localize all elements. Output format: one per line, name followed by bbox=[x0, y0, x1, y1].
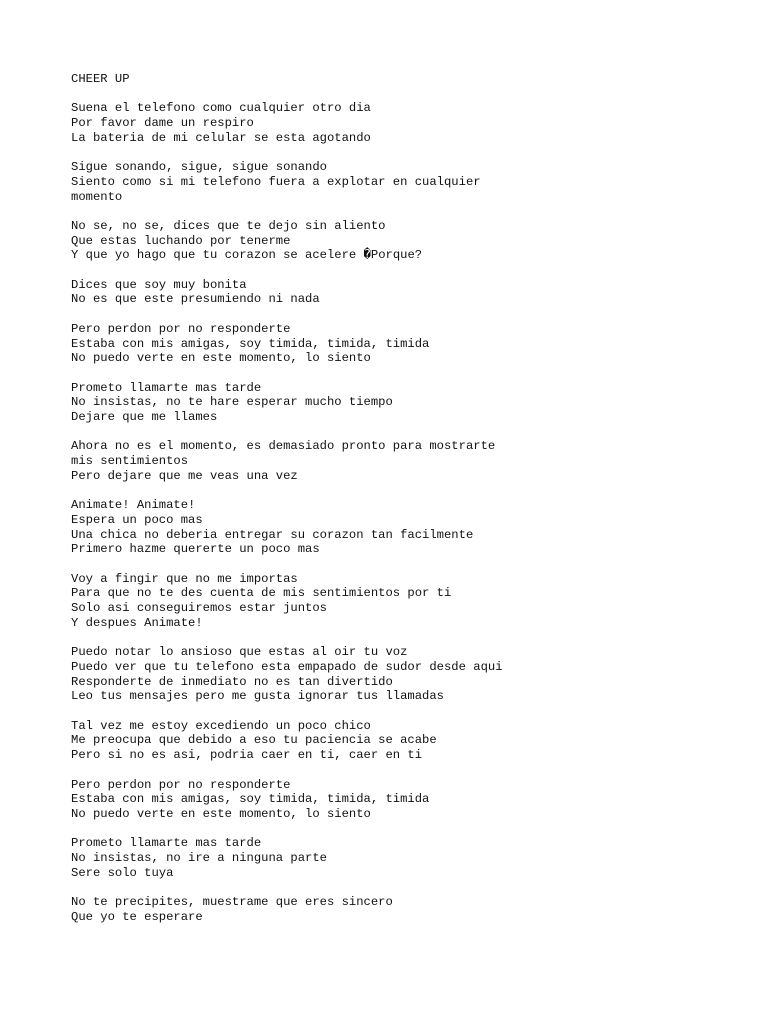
lyric-line: Estaba con mis amigas, soy timida, timida, timida bbox=[71, 792, 430, 807]
lyric-line: Puedo ver que tu telefono esta empapado de sudor desde aqui bbox=[71, 659, 503, 674]
lyric-line: Estaba con mis amigas, soy timida, timida, timida bbox=[71, 336, 430, 351]
lyric-line: No insistas, no ire a ninguna parte bbox=[71, 851, 327, 866]
lyric-line: Sigue sonando, sigue, sigue sonando bbox=[71, 160, 327, 175]
lyric-line: Sere solo tuya bbox=[71, 865, 174, 880]
lyric-line: No es que este presumiendo ni nada bbox=[71, 292, 320, 307]
stanza bbox=[71, 645, 751, 704]
stanza bbox=[71, 381, 751, 425]
lyric-line: Pero perdon por no responderte bbox=[71, 777, 291, 792]
lyric-line: Que yo te esperare bbox=[71, 909, 203, 924]
stanza bbox=[71, 278, 751, 307]
stanza bbox=[71, 101, 751, 145]
lyric-line: Siento como si mi telefono fuera a explotar en cualquier bbox=[71, 174, 481, 189]
lyric-line: No se, no se, dices que te dejo sin aliento bbox=[71, 218, 386, 233]
lyric-line: Dejare que me llames bbox=[71, 410, 218, 425]
lyric-line: Primero hazme quererte un poco mas bbox=[71, 542, 320, 557]
stanza bbox=[71, 895, 751, 924]
lyric-line: Pero dejare que me veas una vez bbox=[71, 468, 298, 483]
lyric-line: Prometo llamarte mas tarde bbox=[71, 836, 262, 851]
lyric-line: Por favor dame un respiro bbox=[71, 116, 254, 131]
stanza bbox=[71, 572, 751, 631]
lyric-line: Puedo notar lo ansioso que estas al oir tu voz bbox=[71, 645, 408, 660]
stanza bbox=[71, 719, 751, 763]
lyric-line: Pero si no es asi, podria caer en ti, caer en ti bbox=[71, 748, 423, 763]
lyric-line: Para que no te des cuenta de mis sentimientos por ti bbox=[71, 586, 452, 601]
stanza-list bbox=[71, 101, 751, 924]
lyric-line: Ahora no es el momento, es demasiado pronto para mostrarte bbox=[71, 439, 496, 454]
stanza bbox=[71, 778, 751, 822]
lyric-line: No te precipites, muestrame que eres sincero bbox=[71, 895, 393, 910]
lyric-line: No puedo verte en este momento, lo siento bbox=[71, 806, 371, 821]
lyric-line: Suena el telefono como cualquier otro dia bbox=[71, 101, 371, 116]
stanza bbox=[71, 322, 751, 366]
lyric-line: Leo tus mensajes pero me gusta ignorar tus llamadas bbox=[71, 689, 444, 704]
lyric-line: Dices que soy muy bonita bbox=[71, 277, 247, 292]
document-title: CHEER UP bbox=[71, 72, 130, 86]
lyrics-document bbox=[71, 72, 751, 939]
lyric-line: Tal vez me estoy excediendo un poco chico bbox=[71, 718, 371, 733]
lyric-line: Animate! Animate! bbox=[71, 498, 196, 513]
lyric-line: Me preocupa que debido a eso tu paciencia se acabe bbox=[71, 733, 437, 748]
lyric-line: Y que yo hago que tu corazon se acelere �Porque? bbox=[71, 248, 423, 263]
lyric-line: No insistas, no te hare esperar mucho tiempo bbox=[71, 395, 393, 410]
lyric-line: Una chica no deberia entregar su corazon tan facilmente bbox=[71, 527, 474, 542]
lyric-line: Pero perdon por no responderte bbox=[71, 321, 291, 336]
lyric-line: Prometo llamarte mas tarde bbox=[71, 380, 262, 395]
stanza bbox=[71, 160, 751, 204]
lyric-line: momento bbox=[71, 189, 123, 204]
stanza bbox=[71, 498, 751, 557]
stanza bbox=[71, 219, 751, 263]
lyric-line: Responderte de inmediato no es tan divertido bbox=[71, 674, 393, 689]
lyric-line: Voy a fingir que no me importas bbox=[71, 571, 298, 586]
stanza bbox=[71, 836, 751, 880]
lyric-line: No puedo verte en este momento, lo siento bbox=[71, 351, 371, 366]
stanza bbox=[71, 439, 751, 483]
lyric-line: Espera un poco mas bbox=[71, 512, 203, 527]
lyric-line: Solo asi conseguiremos estar juntos bbox=[71, 601, 327, 616]
lyric-line: La bateria de mi celular se esta agotando bbox=[71, 130, 371, 145]
lyric-line: mis sentimientos bbox=[71, 454, 189, 469]
lyric-line: Y despues Animate! bbox=[71, 615, 203, 630]
lyric-line: Que estas luchando por tenerme bbox=[71, 233, 291, 248]
